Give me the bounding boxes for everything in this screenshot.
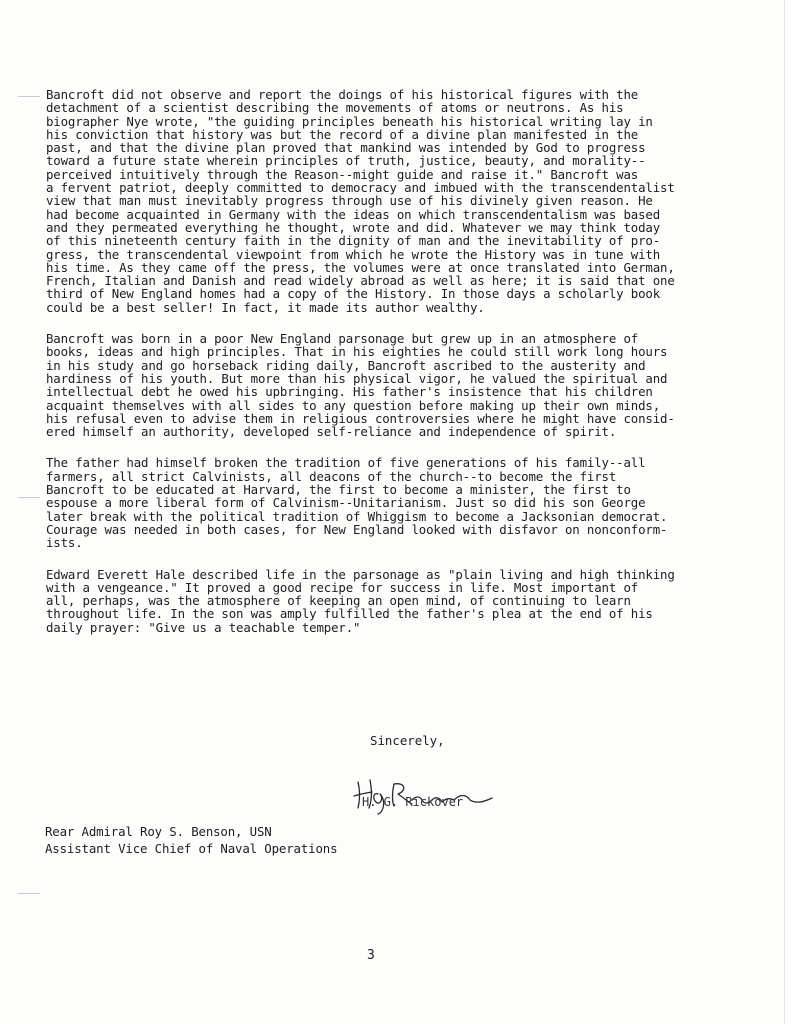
text-line: all, perhaps, was the atmosphere of keeping an open mind, of continuing to learn xyxy=(46,593,631,609)
text-line: a fervent patriot, deeply committed to democracy and imbued with the transcendentalist xyxy=(46,180,675,196)
text-line: French, Italian and Danish and read widely abroad as well as here; it is said that one xyxy=(46,273,675,289)
text-line: The father had himself broken the tradition of five generations of his family--all xyxy=(46,455,646,471)
letter-body xyxy=(46,88,746,652)
text-line: acquaint themselves with all sides to any question before making up their own minds, xyxy=(46,397,661,413)
text-line: his time. As they came off the press, the volumes were at once translated into German, xyxy=(46,259,675,275)
page-edge-line xyxy=(784,0,785,1024)
text-line: books, ideas and high principles. That in his eighties he could still work long hours xyxy=(46,344,668,360)
text-line: perceived intuitively through the Reason--might guide and raise it." Bancroft was xyxy=(46,166,639,182)
recipient-line: Assistant Vice Chief of Naval Operations xyxy=(45,841,338,856)
text-line: could be a best seller! In fact, it made its author wealthy. xyxy=(46,299,485,315)
margin-mark-middle xyxy=(18,497,40,498)
text-line: throughout life. In the son was amply fulfilled the father's plea at the end of his xyxy=(46,606,653,622)
text-line: Courage was needed in both cases, for New England looked with disfavor on nonconform- xyxy=(46,521,668,537)
text-line: hardiness of his youth. But more than his physical vigor, he valued the spiritual and xyxy=(46,370,668,386)
paragraph xyxy=(46,456,746,549)
recipient-block xyxy=(45,823,337,857)
text-line: had become acquainted in Germany with the ideas on which transcendentalism was based xyxy=(46,206,661,222)
paragraph xyxy=(46,568,746,634)
text-line: past, and that the divine plan proved that mankind was intended by God to progress xyxy=(46,140,646,156)
text-line: his conviction that history was but the record of a divine plan manifested in the xyxy=(46,126,639,142)
text-line: daily prayer: "Give us a teachable temper." xyxy=(46,619,361,635)
closing-salutation: Sincerely, xyxy=(370,733,445,748)
recipient-line: Rear Admiral Roy S. Benson, USN xyxy=(45,824,272,839)
text-line: biographer Nye wrote, "the guiding principles beneath his historical writing lay in xyxy=(46,113,653,129)
margin-mark-bottom xyxy=(18,893,40,894)
text-line: Edward Everett Hale described life in the parsonage as "plain living and high thinking xyxy=(46,566,675,582)
text-line: Bancroft was born in a poor New England parsonage but grew up in an atmosphere of xyxy=(46,331,639,347)
text-line: detachment of a scientist describing the movements of atoms or neutrons. As his xyxy=(46,100,624,116)
text-line: espouse a more liberal form of Calvinism--Unitarianism. Just so did his son George xyxy=(46,495,646,511)
text-line: ered himself an authority, developed self-reliance and independence of spirit. xyxy=(46,424,617,440)
text-line: with a vengeance." It proved a good recipe for success in life. Most important of xyxy=(46,579,639,595)
text-line: gress, the transcendental viewpoint from which he wrote the History was in tune with xyxy=(46,246,661,262)
text-line: farmers, all strict Calvinists, all deacons of the church--to become the first xyxy=(46,468,617,484)
text-line: Bancroft did not observe and report the doings of his historical figures with the xyxy=(46,87,639,102)
text-line: toward a future state wherein principles of truth, justice, beauty, and morality-- xyxy=(46,153,646,169)
text-line: in his study and go horseback riding daily, Bancroft ascribed to the austerity and xyxy=(46,357,646,373)
text-line: third of New England homes had a copy of the History. In those days a scholarly book xyxy=(46,286,661,302)
text-line: ists. xyxy=(46,535,83,551)
text-line: of this nineteenth century faith in the dignity of man and the inevitability of pro- xyxy=(46,233,661,249)
margin-mark-top xyxy=(18,96,40,97)
text-line: and they permeated everything he thought, wrote and did. Whatever we may think today xyxy=(46,219,661,235)
text-line: intellectual debt he owed his upbringing. His father's insistence that his children xyxy=(46,384,653,400)
text-line: his refusal even to advise them in religious controversies where he might have consid- xyxy=(46,410,675,426)
text-line: Bancroft to be educated at Harvard, the first to become a minister, the first to xyxy=(46,482,631,498)
signer-name: H. G. Rickover xyxy=(362,795,464,809)
page-number: 3 xyxy=(367,948,375,963)
text-line: later break with the political tradition of Whiggism to become a Jacksonian democrat. xyxy=(46,508,668,524)
paragraph xyxy=(46,88,746,314)
paragraph xyxy=(46,332,746,438)
text-line: view that man must inevitably progress through use of his divinely given reason. He xyxy=(46,193,653,209)
